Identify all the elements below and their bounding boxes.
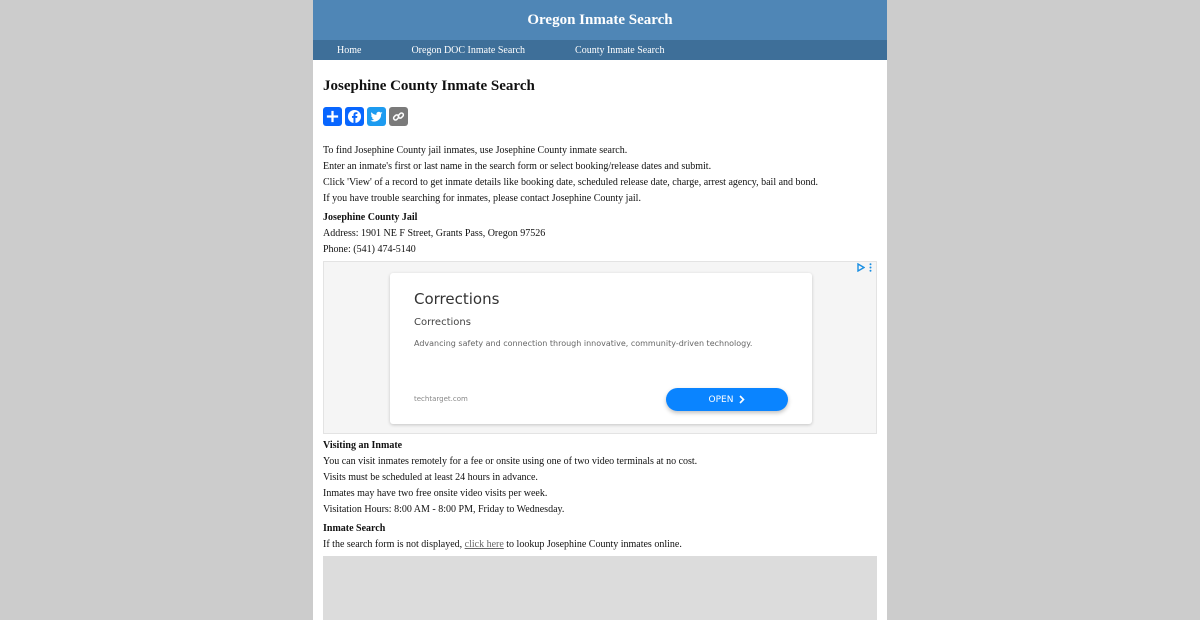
search-note-before: If the search form is not displayed, — [323, 539, 463, 550]
copy-link-icon — [391, 109, 406, 124]
main-content — [313, 77, 887, 620]
ad-open-button[interactable] — [666, 388, 788, 411]
nav-bar — [313, 40, 887, 60]
visiting-info — [323, 454, 877, 518]
share-add-button[interactable] — [323, 107, 342, 126]
ad-open-label: OPEN — [708, 394, 734, 405]
intro-text — [323, 143, 877, 207]
intro-line: Click 'View' of a record to get inmate details like booking date, scheduled release date, charge, arrest agency, bail and bond. — [323, 177, 819, 188]
nav-county-inmate-search-link[interactable]: County Inmate Search — [575, 44, 665, 56]
visiting-line: Visits must be scheduled at least 24 hours in advance. — [323, 472, 538, 483]
share-buttons — [323, 107, 877, 126]
more-options-icon[interactable] — [869, 263, 872, 272]
site-header — [313, 0, 887, 40]
jail-phone: Phone: (541) 474-5140 — [323, 244, 416, 255]
ad-choices[interactable] — [857, 263, 872, 272]
jail-address: Address: 1901 NE F Street, Grants Pass, Oregon 97526 — [323, 228, 546, 239]
inmate-search-title: Inmate Search — [323, 523, 386, 534]
page-title: Josephine County Inmate Search — [323, 78, 535, 94]
advertisement[interactable] — [323, 261, 877, 434]
jail-info — [323, 226, 877, 258]
ad-description: Advancing safety and connection through innovative, community-driven technology. — [414, 339, 753, 348]
share-copy-link-button[interactable] — [389, 107, 408, 126]
share-facebook-button[interactable] — [345, 107, 364, 126]
ad-domain: techtarget.com — [414, 395, 468, 403]
ad-subheadline: Corrections — [414, 317, 471, 328]
visiting-line: You can visit inmates remotely for a fee or onsite using one of two video terminals at no cost. — [323, 456, 698, 467]
visiting-title: Visiting an Inmate — [323, 440, 403, 451]
search-note-after: to lookup Josephine County inmates online. — [506, 539, 682, 550]
intro-line: To find Josephine County jail inmates, use Josephine County inmate search. — [323, 145, 628, 156]
site-title[interactable]: Oregon Inmate Search — [527, 11, 673, 28]
search-form-placeholder — [323, 556, 877, 620]
search-note — [323, 537, 877, 553]
page-container — [313, 0, 887, 620]
chevron-right-icon — [739, 395, 745, 404]
click-here-link[interactable]: click here — [464, 539, 504, 550]
plus-icon — [325, 109, 340, 124]
nav-doc-inmate-search-link[interactable]: Oregon DOC Inmate Search — [411, 44, 526, 56]
visiting-line: Inmates may have two free onsite video visits per week. — [323, 488, 548, 499]
ad-card[interactable] — [390, 273, 812, 424]
ad-headline[interactable]: Corrections — [414, 290, 500, 308]
ad-choices-icon[interactable] — [857, 263, 865, 272]
intro-line: If you have trouble searching for inmates, please contact Josephine County jail. — [323, 193, 641, 204]
share-twitter-button[interactable] — [367, 107, 386, 126]
visiting-line: Visitation Hours: 8:00 AM - 8:00 PM, Friday to Wednesday. — [323, 504, 565, 515]
jail-title: Josephine County Jail — [323, 212, 418, 223]
intro-line: Enter an inmate's first or last name in the search form or select booking/release dates and submit. — [323, 161, 712, 172]
facebook-icon — [347, 109, 362, 124]
nav-home-link[interactable]: Home — [337, 44, 362, 56]
twitter-icon — [369, 109, 384, 124]
